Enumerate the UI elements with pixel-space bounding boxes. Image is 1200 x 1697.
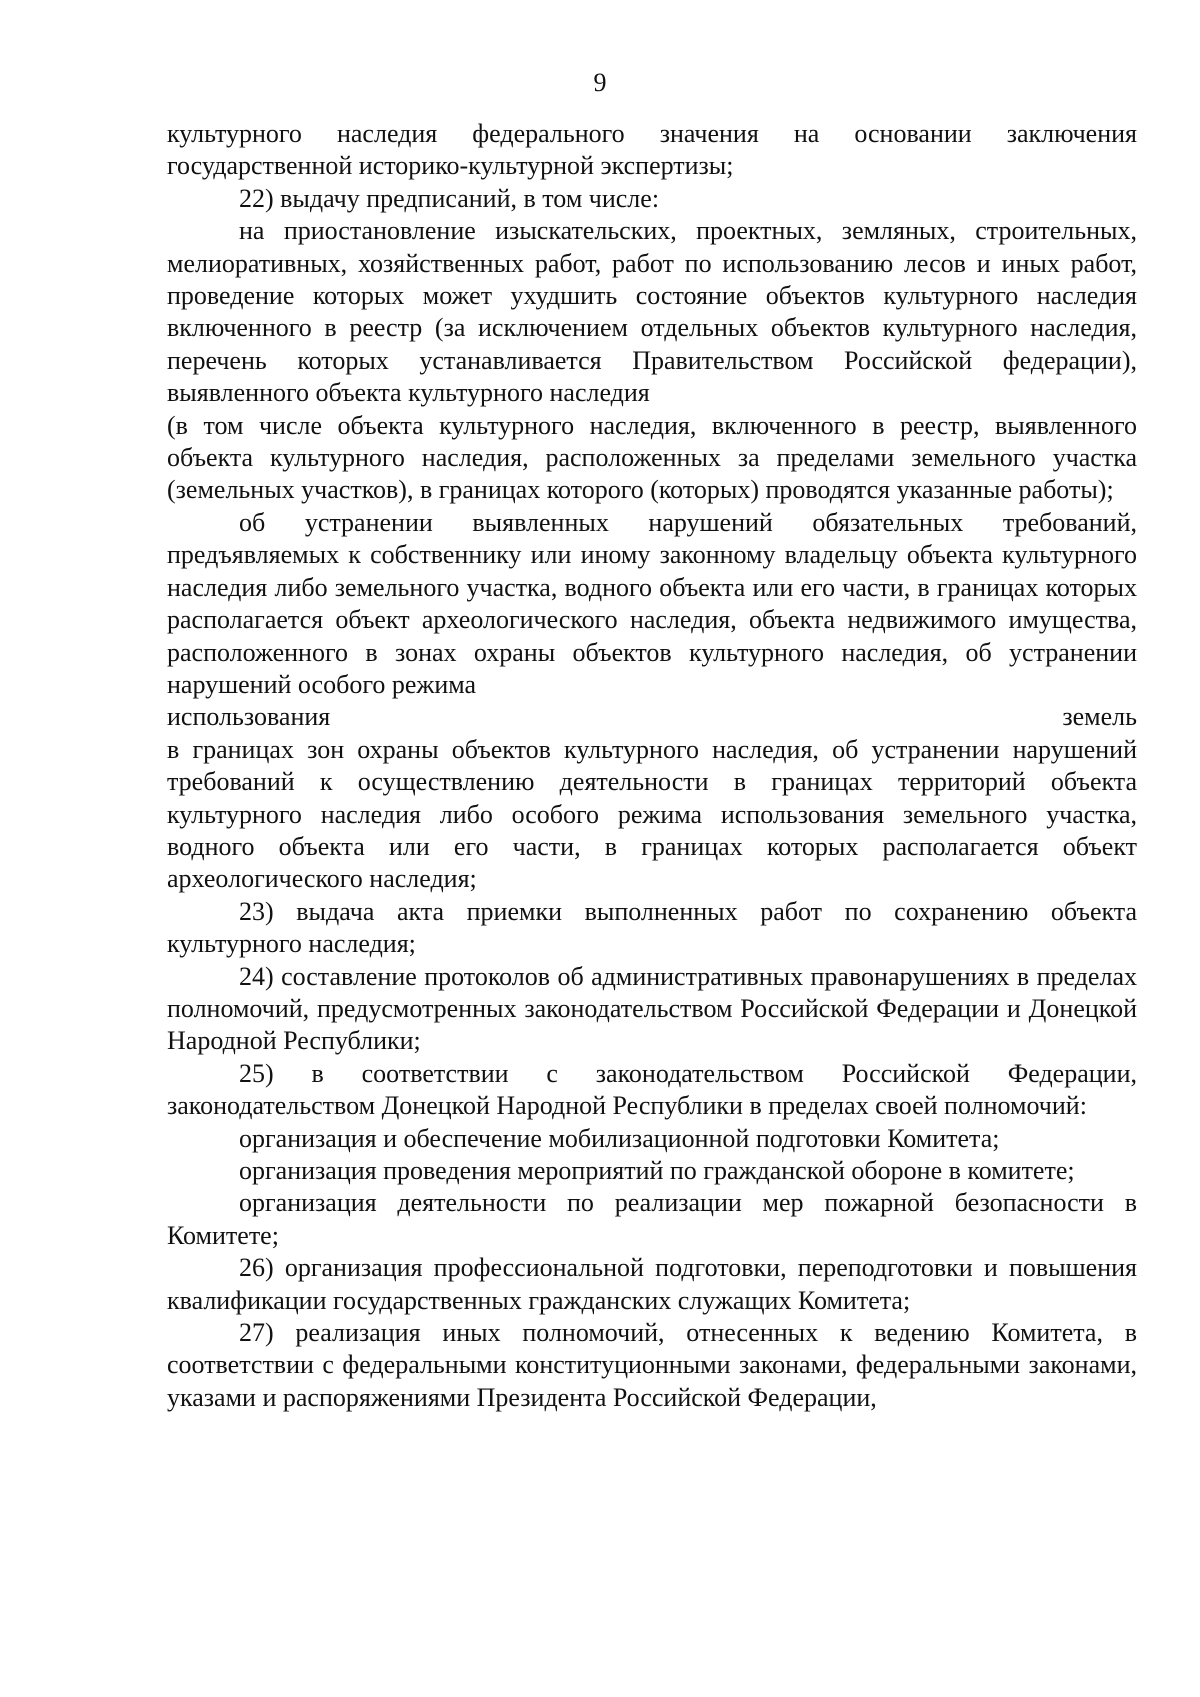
paragraph-suspension: на приостановление изыскательских, проектных, земляных, строительных, мелиоративных, хозяйственных работ, работ по использованию лесов и иных работ, проведение которых может ухудшить состояние объектов культурного наследия включенного в реестр (за исключением отдельных объектов культурного наследия, перечень которых устанавливается Правительством Российской федерации), выявленного объекта культурного наследия [167,216,1137,408]
paragraph-item-24: 24) составление протоколов об административных правонарушениях в пределах полномочий, предусмотренных законодательством Российской Федерации и Донецкой Народной Республики; [167,961,1137,1056]
paragraph-item-26: 26) организация профессиональной подготовки, переподготовки и повышения квалификации государственных гражданских служащих Комитета; [167,1253,1137,1315]
tail-left-word: использования [167,702,331,732]
paragraph-item-27: 27) реализация иных полномочий, отнесенных к ведению Комитета, в соответствии с федеральными конституционными законами, федеральными законами, указами и распоряжениями Президента Российской Федерации, [167,1318,1137,1412]
tail-right-word: земель [1062,702,1137,732]
paragraph-mobilization: организация и обеспечение мобилизационной подготовки Комитета; [239,1123,1000,1153]
paragraph-item-22: 22) выдачу предписаний, в том числе: [239,183,660,213]
paragraph-item-23: 23) выдача акта приемки выполненных работ по сохранению объекта культурного наследия; [167,896,1137,959]
paragraph-violations: об устранении выявленных нарушений обязательных требований, предъявляемых к собственнику или иному законному владельцу объекта культурного наследия либо земельного участка, водного объекта или его части, в границах которых располагается объект археологического наследия, объекта недвижимого имущества, расположенного в зонах охраны объектов культурного наследия, об устранении нарушений особого режима [167,507,1137,699]
document-body [167,118,1137,1414]
paragraph-zones: в границах зон охраны объектов культурного наследия, об устранении нарушений требований к осуществлению деятельности в границах территорий объекта культурного наследия либо особого режима использования земельного участка, водного объекта или его части, в границах которых располагается объект археологического наследия; [167,734,1137,894]
paragraph-fire-safety: организация деятельности по реализации мер пожарной безопасности в Комитете; [167,1188,1137,1250]
paragraph-item-25: 25) в соответствии с законодательством Российской Федерации, законодательством Донецкой Народной Республики в пределах своей полномочий: [167,1058,1137,1121]
paragraph-civil-defense: организация проведения мероприятий по гражданской обороне в комитете; [239,1156,1075,1185]
paragraph-violations-tail [167,701,1137,733]
paragraph-1: культурного наследия федерального значения на основании заключения государственной историко-культурной экспертизы; [167,119,1137,181]
page-number: 9 [593,68,607,97]
paragraph-including: (в том числе объекта культурного наследия, включенного в реестр, выявленного объекта культурного наследия, расположенных за пределами земельного участка (земельных участков), в границах которого (которых) проводятся указанные работы); [167,410,1137,505]
